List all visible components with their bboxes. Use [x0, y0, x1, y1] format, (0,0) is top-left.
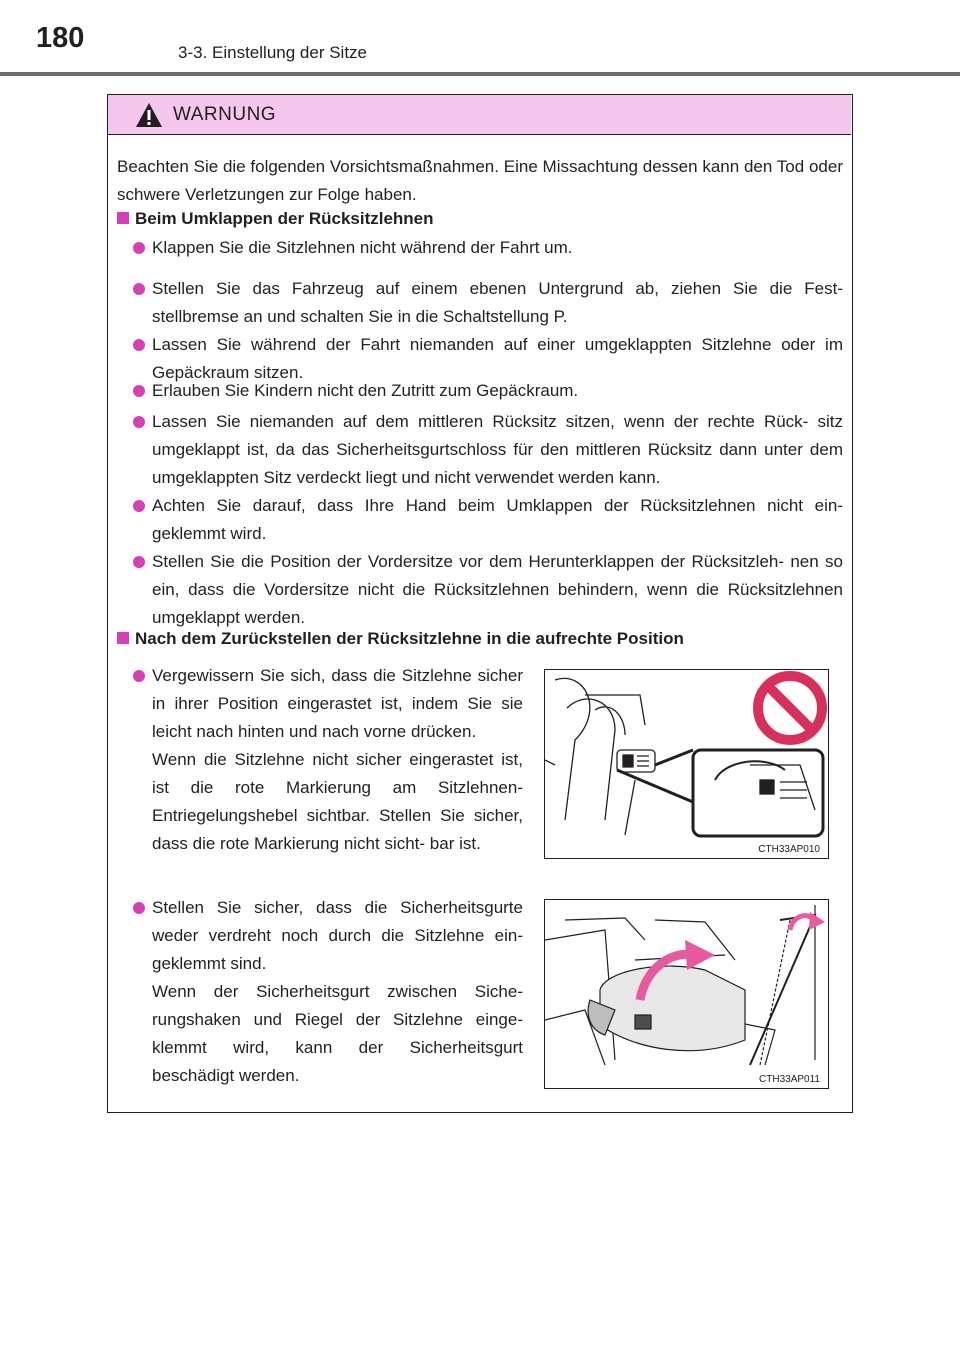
figure-seatback-lock — [544, 669, 829, 859]
list-item-text: Stellen Sie die Position der Vordersitze vor dem Herunterklappen der Rücksitzleh- nen so ein, dass die Vordersitze nicht die Rücksitzlehnen behindern, wenn die Rücksitzlehnen umgeklappt werden. — [152, 552, 843, 627]
round-bullet-icon — [133, 902, 145, 914]
round-bullet-icon — [133, 242, 145, 254]
list-item — [152, 894, 523, 1090]
seatback-illustration — [545, 670, 828, 840]
list-item — [152, 234, 843, 262]
round-bullet-icon — [133, 670, 145, 682]
seatbelt-illustration — [545, 900, 828, 1070]
figure-seatbelt — [544, 899, 829, 1089]
list-item-text: Lassen Sie während der Fahrt niemanden auf einer umgeklappten Sitzlehne oder im Gepäckraum sitzen. — [152, 335, 843, 382]
list-item-text: Lassen Sie niemanden auf dem mittleren Rücksitz sitzen, wenn der rechte Rück- sitz umgeklappt ist, da das Sicherheitsgurtschloss für den mittleren Rücksitz dann unter dem umgeklappten Sitz verdeckt liegt und nicht verwendet werden kann. — [152, 412, 843, 487]
warning-box — [107, 94, 853, 1113]
round-bullet-icon — [133, 416, 145, 428]
list-item — [152, 548, 843, 632]
round-bullet-icon — [133, 283, 145, 295]
list-item-note: Wenn die Sitzlehne nicht sicher eingerastet ist, ist die rote Markierung am Sitzlehnen- Entriegelungshebel sichtbar. Stellen Sie sicher, dass die rote Markierung nicht sicht- bar ist. — [152, 750, 523, 853]
round-bullet-icon — [133, 556, 145, 568]
list-item-text: Achten Sie darauf, dass Ihre Hand beim Umklappen der Rücksitzlehnen nicht ein- geklemmt wird. — [152, 496, 843, 543]
list-item — [152, 377, 843, 405]
figure-code: CTH33AP011 — [759, 1074, 820, 1085]
list-item — [152, 662, 523, 858]
section-heading-upright — [117, 625, 684, 653]
list-item — [152, 408, 843, 492]
round-bullet-icon — [133, 500, 145, 512]
section-heading-text: Beim Umklappen der Rücksitzlehnen — [135, 209, 434, 228]
list-item — [152, 492, 843, 548]
prohibition-icon — [758, 676, 822, 740]
list-item-text: Stellen Sie sicher, dass die Sicherheitsgurte weder verdreht noch durch die Sitzlehne ein- geklemmt sind. — [152, 898, 523, 973]
section-heading-folding — [117, 205, 434, 233]
list-item-text: Klappen Sie die Sitzlehnen nicht während der Fahrt um. — [152, 238, 573, 257]
section-heading-text: Nach dem Zurückstellen der Rücksitzlehne in die aufrechte Position — [135, 629, 684, 648]
figure-code: CTH33AP010 — [758, 844, 820, 855]
list-item — [152, 275, 843, 331]
square-bullet-icon — [117, 212, 129, 224]
round-bullet-icon — [133, 339, 145, 351]
square-bullet-icon — [117, 632, 129, 644]
warning-triangle-icon — [135, 102, 163, 128]
list-item-note: Wenn der Sicherheitsgurt zwischen Siche- rungshaken und Riegel der Sitzlehne einge- klemmt wird, kann der Sicherheitsgurt beschädigt werden. — [152, 982, 523, 1085]
warning-header — [108, 95, 851, 135]
list-item-text: Erlauben Sie Kindern nicht den Zutritt zum Gepäckraum. — [152, 381, 579, 400]
chapter-title: 3-3. Einstellung der Sitze — [178, 43, 367, 62]
warning-intro: Beachten Sie die folgenden Vorsichtsmaßnahmen. Eine Missachtung dessen kann den Tod oder schwere Verletzungen zur Folge haben. — [117, 157, 843, 204]
round-bullet-icon — [133, 385, 145, 397]
header-rule — [0, 72, 960, 76]
list-item-text: Vergewissern Sie sich, dass die Sitzlehne sicher in ihrer Position eingerastet ist, indem Sie sie leicht nach hinten und nach vorne drücken. — [152, 666, 523, 741]
list-item-text: Stellen Sie das Fahrzeug auf einem ebenen Untergrund ab, ziehen Sie die Fest- stellbremse an und schalten Sie in die Schaltstellung P. — [152, 279, 843, 326]
warning-title: WARNUNG — [173, 104, 277, 125]
page-number: 180 — [36, 22, 85, 54]
page-header — [0, 0, 960, 80]
